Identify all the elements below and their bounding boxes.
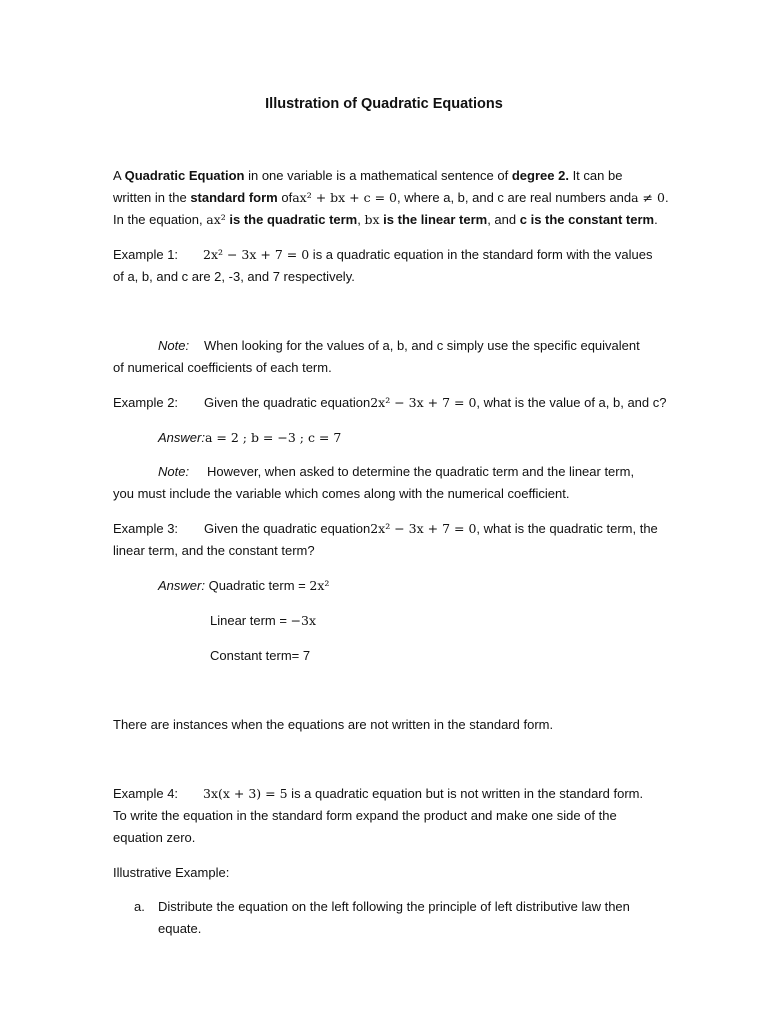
text: written in the [113,190,191,205]
example3-answer-linear [210,613,316,629]
example3-line-2: linear term, and the constant term? [113,543,315,558]
text: Given the quadratic equation [204,395,371,410]
list-item-a-line-2: equate. [158,921,202,936]
example3-answer-constant: Constant term= 7 [210,648,311,663]
text: , and [487,212,520,227]
a-not-zero-math: a ≠ 0 [631,190,665,205]
page-title: Illustration of Quadratic Equations [265,96,503,112]
example1-equation: 2x² − 3x + 7 = 0 [203,247,310,262]
list-marker-a: a. [134,899,145,914]
text: is a quadratic equation in the standard form with the values [309,247,653,262]
example4-equation: 3x(x + 3) = 5 [203,786,288,801]
quadratic-term-math: ax² [206,212,226,227]
note1-line-1: When looking for the values of a, b, and c simply use the specific equivalent [204,338,640,353]
term-quadratic-term: is the quadratic term [225,212,358,227]
text: , what is the value of a, b, and c? [476,395,667,410]
text: , [357,212,365,227]
note2-line-1: However, when asked to determine the quadratic term and the linear term, [207,464,635,479]
list-item-a-line-1: Distribute the equation on the left following the principle of left distributive law then [158,899,630,914]
example3-label: Example 3: [113,521,179,536]
text: , where a, b, and c are real numbers and [396,190,632,205]
answer-label: Answer: [158,430,205,445]
text: . [654,212,658,227]
term-degree: degree 2. [511,168,569,183]
example4-label: Example 4: [113,786,179,801]
example3-equation: 2x² − 3x + 7 = 0 [370,521,477,536]
text: of [277,190,293,205]
note1-label: Note: [158,338,190,353]
text: is a quadratic equation but is not written in the standard form. [287,786,644,801]
example2-label: Example 2: [113,395,179,410]
term-quadratic-equation: Quadratic Equation [124,168,245,183]
text: . [664,190,669,205]
note2-line-2: you must include the variable which comes along with the numerical coefficient. [113,486,570,501]
intro-line-2 [113,190,669,206]
term-linear-term: is the linear term [379,212,488,227]
note1-line-2: of numerical coefficients of each term. [113,360,332,375]
example2-answer-math: a = 2 ; b = −3 ; c = 7 [204,430,342,445]
term-constant-term: c is the constant term [519,212,655,227]
quadratic-term-label: Quadratic term = [204,578,310,593]
example2-equation: 2x² − 3x + 7 = 0 [370,395,477,410]
answer-label: Answer: [158,578,205,593]
text: It can be [568,168,623,183]
term-standard-form: standard form [190,190,278,205]
quadratic-term-value: 2x² [309,578,330,593]
instances-paragraph: There are instances when the equations are not written in the standard form. [113,717,554,732]
linear-term-math: bx [364,212,380,227]
text: A [113,168,125,183]
illustrative-heading: Illustrative Example: [113,865,230,880]
standard-form-equation: ax² + bx + c = 0 [292,190,397,205]
example3-answer-quadratic [158,578,329,594]
note2-label: Note: [158,464,190,479]
text: in one variable is a mathematical sentence of [244,168,512,183]
text: In the equation, [113,212,207,227]
example1-line-2: of a, b, and c are 2, -3, and 7 respectively. [113,269,355,284]
linear-term-value: −3x [290,613,317,628]
intro-line-1 [113,168,622,184]
intro-line-3 [113,212,658,228]
example1-line-1 [203,247,652,263]
linear-term-label: Linear term = [210,613,291,628]
example2-answer [158,430,341,446]
text: , what is the quadratic term, the [476,521,658,536]
text: Given the quadratic equation [204,521,371,536]
example2-line-1 [204,395,666,411]
example4-line-1 [203,786,643,802]
example4-line-3: equation zero. [113,830,196,845]
example3-line-1 [204,521,658,537]
example1-label: Example 1: [113,247,179,262]
example4-line-2: To write the equation in the standard form expand the product and make one side of the [113,808,617,823]
